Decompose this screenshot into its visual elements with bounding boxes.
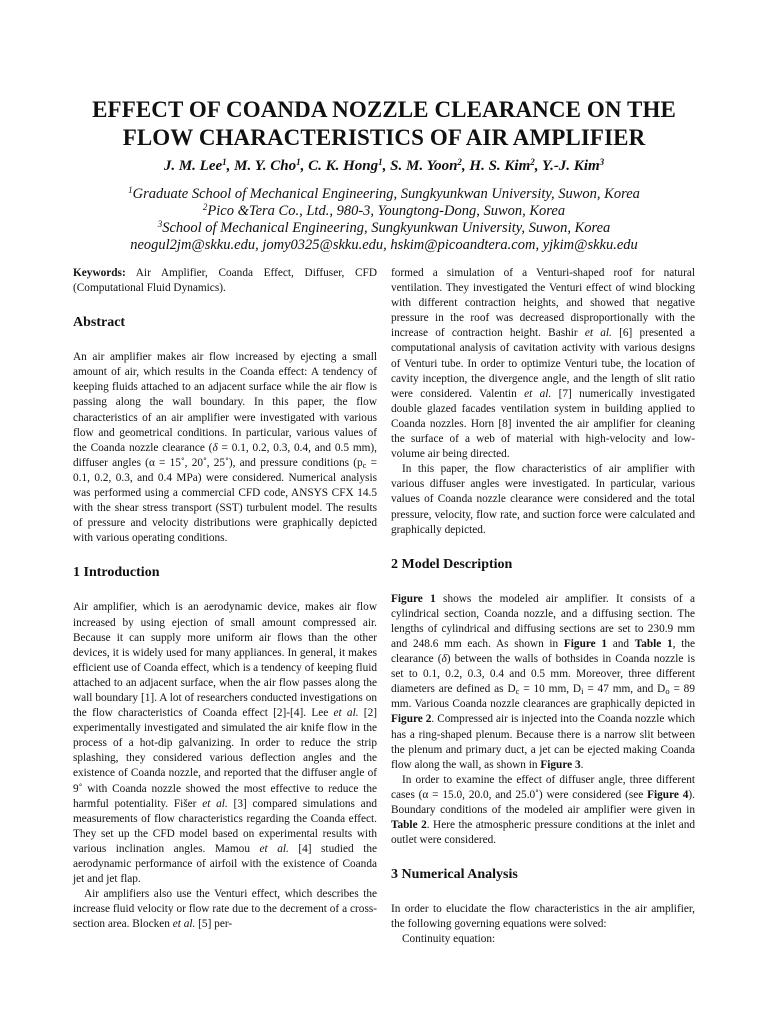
model-description-paragraph-2: In order to examine the effect of diffuser angle, three different cases (α = 15.0, 20.0, and 25.0˚) were considered (see Figure 4). Boundary conditions of the modeled air amplifier were given in Table 2. Here the atmospheric pressure conditions at the inlet and outlet were considered. [391, 773, 695, 847]
affiliation-text: School of Mechanical Engineering, Sungkyunkwan University, Suwon, Korea [162, 220, 611, 236]
affiliation-line [0, 203, 768, 220]
author-name: H. S. Kim [469, 158, 531, 174]
introduction-paragraph-2: Air amplifiers also use the Venturi effect, which describes the increase fluid velocity or flow rate due to the decrement of a cross-section area. Blocken et al. [5] per- [73, 888, 377, 931]
keywords-paragraph [73, 266, 377, 296]
table-1-reference: Table 1 [634, 637, 673, 650]
figure-1-reference: Figure 1 [563, 637, 608, 650]
keywords-text: Air Amplifier, Coanda Effect, Diffuser, CFD (Computational Fluid Dynamics). [73, 267, 377, 295]
abstract-paragraph: An air amplifier makes air flow increased by ejecting a small amount of air, which results in the Coanda effect: A tendency of keeping fluids attached to an adjacent surface while the air flow is passing along the wall boundary. In this paper, the flow characteristics of an air amplifier were investigated with various flow and geometrical conditions. In particular, various values of the Coanda nozzle clearance (δ = 0.1, 0.2, 0.3, 0.4, and 0.5 mm), diffuser angles (α = 15˚, 20˚, 25˚), and pressure conditions ($p_c = 0.1$, 0.2, 0.3, and 0.4 MPa) were considered. Numerical analysis was performed using a commercial CFD code, ANSYS CFX 14.5 with the shear stress transport (SST) turbulent model. The results of pressure and velocity distributions were graphically depicted with various operating conditions. [73, 351, 377, 545]
introduction-continued-paragraph: formed a simulation of a Venturi-shaped roof for natural ventilation. They investigated the Venturi effect of wind blocking with different contraction heights, and showed that negative pressure in the roof was decreased disproportionally with the increase of contraction height. Bashir et al. [6] presented a computational analysis of cavitation activity with various designs of Venturi tube. In order to optimize Venturi tube, the location of cavity inception, the divergence angle, and the length of slit ratio were considered. Valentin et al. [7] numerically investigated double glazed facades ventilation system in building applied to Coanda nozzles. Horn [8] invented the air amplifier for cleaning the surface of a web of material with high-velocity and low-volume air being directed. [391, 267, 696, 461]
affiliation-mark: 1 [128, 185, 133, 195]
title-line-1: EFFECT OF COANDA NOZZLE CLEARANCE ON THE [92, 97, 676, 122]
affiliation-mark: 2 [202, 202, 208, 212]
keywords-label: Keywords: [73, 267, 126, 279]
affiliation-text: Pico &Tera Co., Ltd., 980-3, Youngtong-Dong, Suwon, Korea [207, 203, 566, 219]
paper-title [0, 96, 768, 152]
table-2-reference: Table 2 [391, 819, 427, 832]
continuity-equation-label: Continuity equation: [402, 933, 496, 946]
model-description-paragraph-1: Figure 1 shows the modeled air amplifier. It consists of a cylindrical section, Coanda nozzle, and a diffusing section. The lengths of cylindrical and diffusing sections are set to 230.9 mm and 248.6 mm each. As shown in Figure 1 and Table 1, the clearance (δ) between the walls of bothsides in Coanda nozzle is set to 0.1, 0.2, 0.3, 0.4 and 0.5 mm. Moreover, three different diameters are defined as $D_c = 10$ mm, $D_i = 47$ mm, and $D_o = 89$ mm. Various Coanda nozzle clearances are graphically depicted in Figure 2. Compressed air is injected into the Coanda nozzle which has a ring-shaped plenum. Because there is a narrow slit between the plenum and primary duct, a jet can be ejected making Coanda flow along the wall, as shown in Figure 3. [391, 592, 695, 771]
author-affiliation-mark: 2 [457, 157, 462, 167]
model-description-heading: 2 Model Description [391, 556, 513, 572]
author-affiliation-mark: 1 [378, 157, 383, 167]
affiliation-line [0, 220, 768, 237]
author-affiliation-mark: 3 [599, 157, 605, 167]
introduction-heading: 1 Introduction [73, 565, 160, 581]
introduction-summary-paragraph: In this paper, the flow characteristics of air amplifier with various diffuser angles were investigated. In particular, various values of Coanda nozzle clearance were considered and the total pressure, velocity, flow rate, and suction force were calculated and graphically depicted. [391, 463, 695, 536]
author-name: M. Y. Cho [234, 158, 297, 174]
author-name: C. K. Hong [308, 158, 379, 174]
author-affiliation-mark: 1 [296, 157, 301, 167]
introduction-paragraph-1: Air amplifier, which is an aerodynamic device, makes air flow increased by using ejection of small amount compressed air. Because it can supply more uniform air flows than the other devices, it is widely used for many appliances. In general, it makes efficient use of Coanda effect, which is a tendency of keeping fluid attached to an adjacent surface, when the air flow passes along the wall boundary [1]. A lot of researchers conducted investigations on the flow characteristics of Coanda effect [2]-[4]. Lee et al. [2] experimentally investigated and simulated the air knife flow in the process of a hot-dip galvanizing. In order to reduce the strip splashing, they considered various deflection angles and the existence of Coanda nozzle, and reported that the diffuser angle of 9˚ with Coanda nozzle showed the most effective to reduce the harmful potentiality. Fišer et al. [3] compared simulations and measurements of flow characteristics regarding the Coanda effect. They set up the CFD model based on experimental results with various inclination angles. Mamou et al. [4] studied the aerodynamic performance of airfoil with the existence of Coanda jet and jet flap. [73, 601, 377, 886]
author-name: S. M. Yoon [390, 158, 458, 174]
affiliation-text: Graduate School of Mechanical Engineering, Sungkyunkwan University, Suwon, Korea [132, 186, 640, 202]
left-column [73, 266, 377, 932]
author-affiliation-mark: 1 [222, 157, 227, 167]
numerical-analysis-heading: 3 Numerical Analysis [391, 867, 518, 883]
author-affiliation-mark: 2 [530, 157, 535, 167]
author-list: J. M. Lee$^1$, M. Y. Cho$^1$, C. K. Hong$^1$, S. M. Yoon$^2$, H. S. Kim$^2$, Y.-J. Kim$^3$ [163, 157, 605, 174]
figure-1-reference: Figure 1 [391, 592, 436, 605]
abstract-heading: Abstract [73, 315, 126, 331]
figure-3-reference: Figure 3 [540, 758, 581, 771]
affiliation-mark: 3 [157, 219, 163, 229]
author-name: Y.-J. Kim [542, 158, 600, 174]
figure-4-reference: Figure 4 [647, 788, 689, 801]
numerical-analysis-paragraph: In order to elucidate the flow characteristics in the air amplifier, the following governing equations were solved: [391, 903, 695, 931]
title-line-2: FLOW CHARACTERISTICS OF AIR AMPLIFIER [122, 125, 646, 150]
author-name: J. M. Lee [163, 158, 223, 174]
affiliation-list [0, 186, 768, 254]
affiliation-line [0, 186, 768, 203]
right-column [391, 266, 695, 948]
author-emails: neogul2jm@skku.edu, jomy0325@skku.edu, hskim@picoandtera.com, yjkim@skku.edu [130, 237, 638, 253]
figure-2-reference: Figure 2 [391, 713, 432, 726]
